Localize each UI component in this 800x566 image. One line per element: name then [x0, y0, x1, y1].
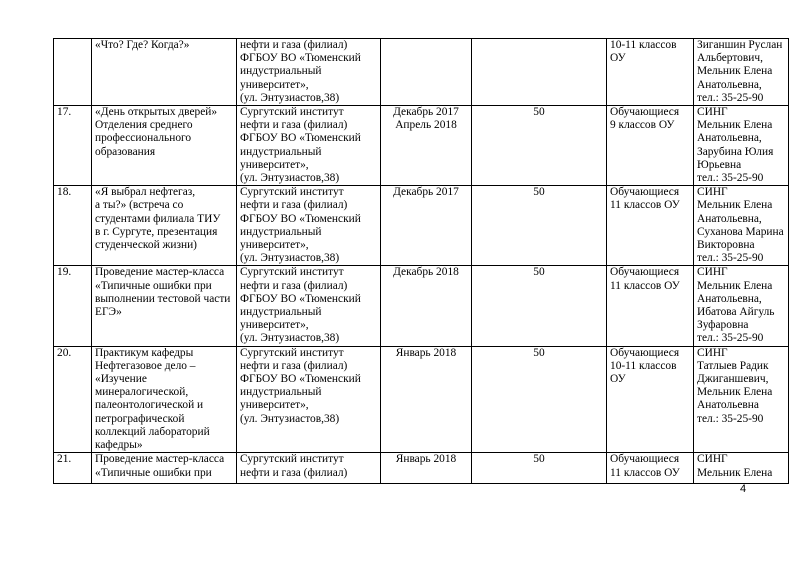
- responsible: СИНГ Мельник Елена: [694, 453, 789, 484]
- event-title: Практикум кафедры Нефтегазовое дело – «Изучение минералогической, палеонтологической и петрографической коллекций лабораторий кафедры»: [92, 346, 237, 453]
- participants-count: 50: [472, 266, 607, 346]
- event-title: Проведение мастер-класса «Типичные ошибки при выполнении тестовой части ЕГЭ»: [92, 266, 237, 346]
- responsible: СИНГ Мельник Елена Анатольевна, Зарубина Юлия Юрьевна тел.: 35-25-90: [694, 106, 789, 186]
- responsible: СИНГ Мельник Елена Анатольевна, Суханова Марина Викторовна тел.: 35-25-90: [694, 186, 789, 266]
- row-number: [54, 39, 92, 106]
- event-place: Сургутский институт нефти и газа (филиал): [237, 453, 381, 484]
- row-number: 19.: [54, 266, 92, 346]
- event-place: Сургутский институт нефти и газа (филиал) ФГБОУ ВО «Тюменский индустриальный университет», (ул. Энтузиастов,38): [237, 106, 381, 186]
- event-place: Сургутский институт нефти и газа (филиал) ФГБОУ ВО «Тюменский индустриальный университет», (ул. Энтузиастов,38): [237, 346, 381, 453]
- participants-count: 50: [472, 346, 607, 453]
- table-row: [54, 186, 789, 266]
- audience: Обучающиеся 9 классов ОУ: [607, 106, 694, 186]
- page-number: 4: [740, 483, 747, 495]
- audience: Обучающиеся 10-11 классов ОУ: [607, 346, 694, 453]
- participants-count: 50: [472, 186, 607, 266]
- participants-count: [472, 39, 607, 106]
- responsible: СИНГ Мельник Елена Анатольевна, Ибатова Айгуль Зуфаровна тел.: 35-25-90: [694, 266, 789, 346]
- event-date: Декабрь 2018: [381, 266, 472, 346]
- audience: Обучающиеся 11 классов ОУ: [607, 266, 694, 346]
- event-title: «Я выбрал нефтегаз, а ты?» (встреча со студентами филиала ТИУ в г. Сургуте, презентация студенческой жизни): [92, 186, 237, 266]
- event-place: Сургутский институт нефти и газа (филиал) ФГБОУ ВО «Тюменский индустриальный университет», (ул. Энтузиастов,38): [237, 186, 381, 266]
- table-row: [54, 346, 789, 453]
- event-place: Сургутский институт нефти и газа (филиал) ФГБОУ ВО «Тюменский индустриальный университет», (ул. Энтузиастов,38): [237, 266, 381, 346]
- row-number: 18.: [54, 186, 92, 266]
- table-row: [54, 453, 789, 484]
- event-title: Проведение мастер-класса «Типичные ошибки при: [92, 453, 237, 484]
- event-date: [381, 39, 472, 106]
- table-row: [54, 106, 789, 186]
- participants-count: 50: [472, 453, 607, 484]
- audience: Обучающиеся 11 классов ОУ: [607, 453, 694, 484]
- event-date: Январь 2018: [381, 346, 472, 453]
- row-number: 20.: [54, 346, 92, 453]
- row-number: 21.: [54, 453, 92, 484]
- event-title: «День открытых дверей» Отделения среднего профессионального образования: [92, 106, 237, 186]
- responsible: СИНГ Татлыев Радик Джиганшевич, Мельник Елена Анатольевна тел.: 35-25-90: [694, 346, 789, 453]
- event-place: нефти и газа (филиал) ФГБОУ ВО «Тюменский индустриальный университет», (ул. Энтузиастов,38): [237, 39, 381, 106]
- event-date: Январь 2018: [381, 453, 472, 484]
- table-row: [54, 266, 789, 346]
- table-row: [54, 39, 789, 106]
- participants-count: 50: [472, 106, 607, 186]
- audience: Обучающиеся 11 классов ОУ: [607, 186, 694, 266]
- event-date: Декабрь 2017 Апрель 2018: [381, 106, 472, 186]
- events-table: [53, 38, 789, 484]
- audience: 10-11 классов ОУ: [607, 39, 694, 106]
- responsible: Зиганшин Руслан Альбертович, Мельник Елена Анатольевна, тел.: 35-25-90: [694, 39, 789, 106]
- event-date: Декабрь 2017: [381, 186, 472, 266]
- row-number: 17.: [54, 106, 92, 186]
- event-title: «Что? Где? Когда?»: [92, 39, 237, 106]
